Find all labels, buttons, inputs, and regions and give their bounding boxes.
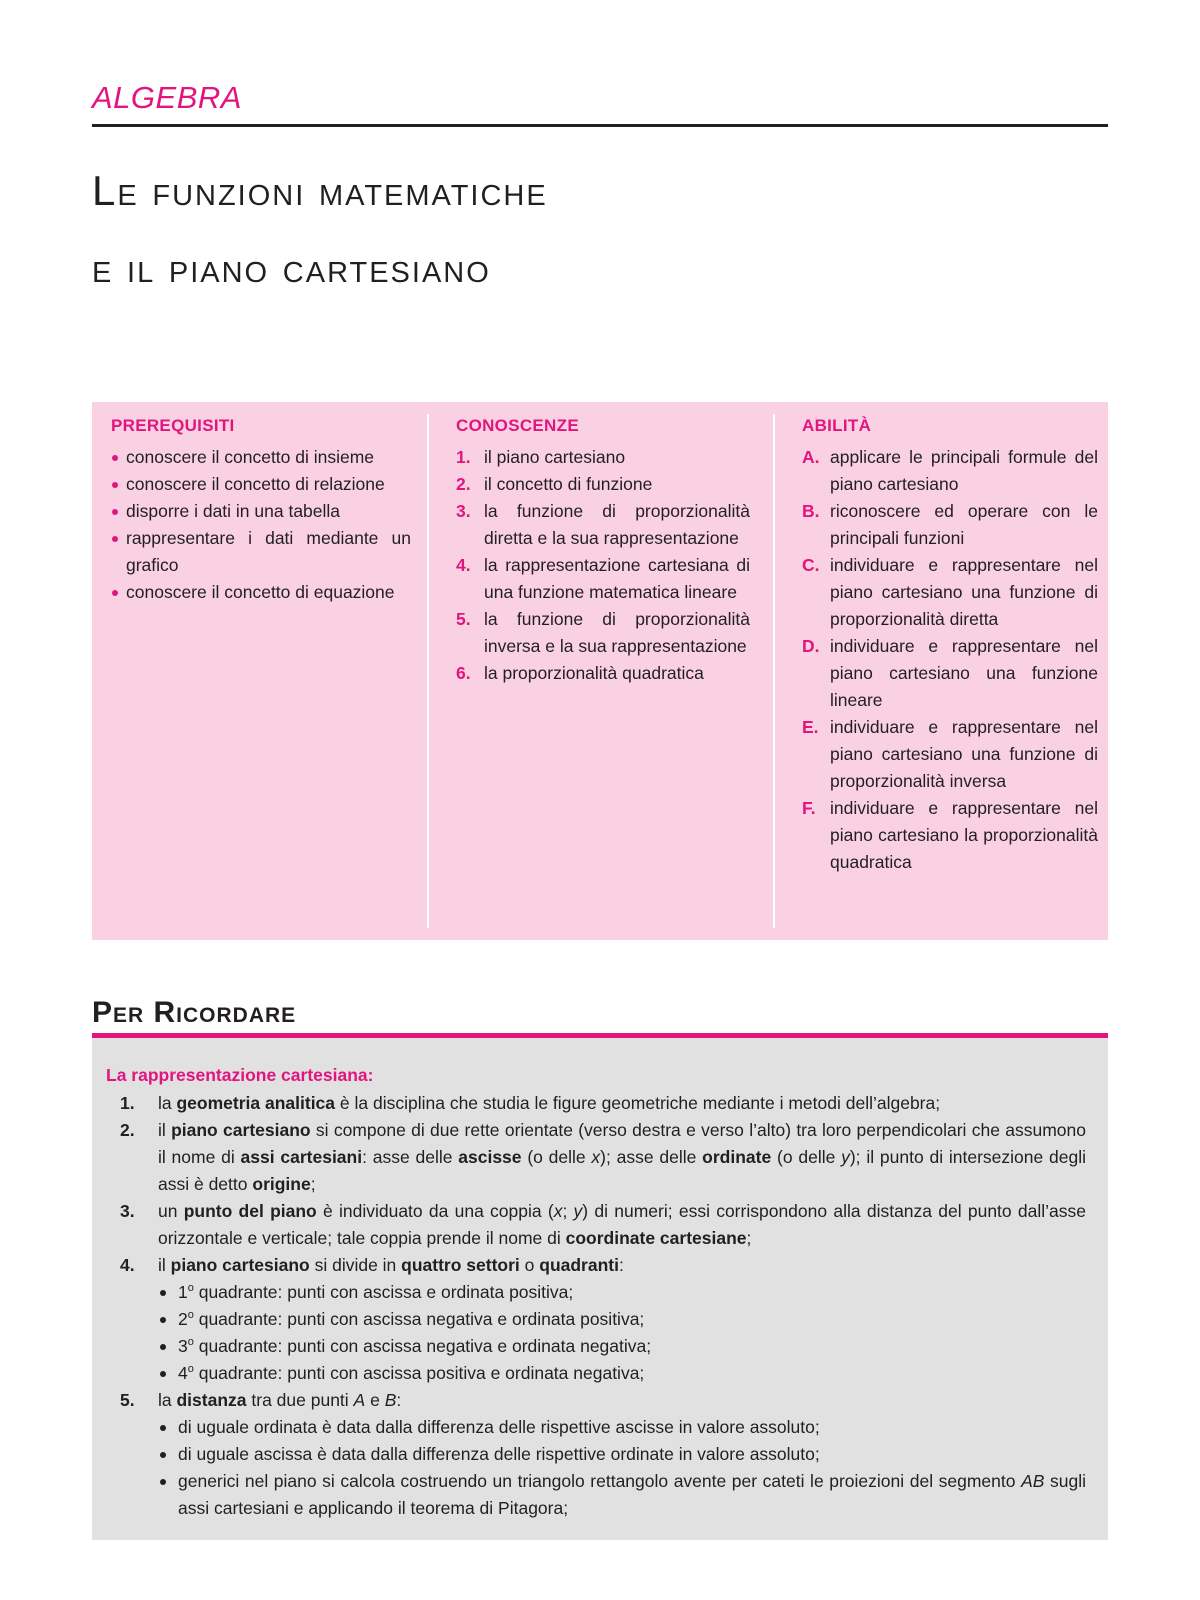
list-item <box>158 1468 1086 1522</box>
text-run: quadrante: punti con ascissa e ordinata positiva; <box>193 1282 574 1302</box>
item-text: individuare e rappresentare nel piano cartesiano una funzione di proporzionalità inversa <box>830 717 1098 791</box>
item-text: il piano cartesiano <box>484 447 626 467</box>
text-run: quadrante: punti con ascissa negativa e ordinata positiva; <box>193 1309 645 1329</box>
list-item <box>802 444 1098 498</box>
list-item <box>802 498 1098 552</box>
item-text: la proporzionalità quadratica <box>484 663 704 683</box>
list-item: di uguale ordinata è data dalla differenza delle rispettive ascisse in valore assoluto; <box>158 1414 1086 1441</box>
text-run: : <box>618 1255 624 1275</box>
list-item <box>456 498 750 552</box>
prerequisiti-heading: PREREQUISITI <box>111 416 235 435</box>
list-item <box>802 552 1098 633</box>
item-text: il concetto di funzione <box>484 474 653 494</box>
list-item <box>106 1117 1086 1198</box>
bold-term: quattro settori <box>401 1255 520 1275</box>
text-run: è la disciplina che studia le figure geometriche mediante i metodi dell’algebra; <box>335 1093 941 1113</box>
list-item <box>456 660 750 687</box>
text-run: quadrante: punti con ascissa positiva e ordinata negativa; <box>193 1363 645 1383</box>
abilita-list <box>802 444 1098 876</box>
bold-term: piano cartesiano <box>171 1120 311 1140</box>
list-item <box>106 1387 1086 1522</box>
list-item <box>158 1360 1086 1387</box>
quadranti-list <box>158 1279 1086 1387</box>
chapter-title-line-1: Le funzioni matematiche <box>92 167 548 214</box>
list-item: di uguale ascissa è data dalla differenza delle rispettive ordinate in valore assoluto; <box>158 1441 1086 1468</box>
text-run: e <box>365 1390 385 1410</box>
ordinal-mark: o <box>187 1363 194 1376</box>
bold-term: punto del piano <box>183 1201 317 1221</box>
text-run: tra due punti <box>246 1390 354 1410</box>
bold-term: ordinate <box>702 1147 772 1167</box>
text-run: ; <box>562 1201 574 1221</box>
text-run: la <box>158 1093 177 1113</box>
item-text: riconoscere ed operare con le principali funzioni <box>830 501 1098 548</box>
item-marker: F. <box>802 798 816 818</box>
item-marker: 1. <box>456 447 471 467</box>
text-run: si divide in <box>309 1255 402 1275</box>
quadrant-number: 4 <box>178 1363 188 1383</box>
list-item <box>456 552 750 606</box>
item-text: la funzione di proporzionalità diretta e la sua rappresentazione <box>484 501 750 548</box>
item-text: la rappresentazione cartesiana di una funzione matematica lineare <box>484 555 750 602</box>
text-run: ); il punto di intersezione degli assi è detto <box>158 1147 1087 1194</box>
bold-term: distanza <box>176 1390 247 1410</box>
bold-term: geometria analitica <box>176 1093 336 1113</box>
section-label: ALGEBRA <box>92 80 242 115</box>
item-text: la funzione di proporzionalità inversa e la sua rappresentazione <box>484 609 750 656</box>
item-marker: 6. <box>456 663 471 683</box>
text-run: ; <box>310 1174 316 1194</box>
list-item <box>802 714 1098 795</box>
quadrant-number: 2 <box>178 1309 188 1329</box>
item-text: individuare e rappresentare nel piano cartesiano una funzione lineare <box>830 636 1098 710</box>
math-var: y <box>841 1147 850 1167</box>
text-run: un <box>158 1201 184 1221</box>
ricordare-list <box>106 1090 1086 1522</box>
list-item <box>456 471 750 498</box>
text-run: ); asse delle <box>600 1147 703 1167</box>
conoscenze-column <box>456 412 750 687</box>
list-item <box>158 1279 1086 1306</box>
list-item: rappresentare i dati mediante un grafico <box>111 525 411 579</box>
text-run: : <box>396 1390 402 1410</box>
text-run: (o delle <box>521 1147 592 1167</box>
item-number: 5. <box>120 1390 135 1410</box>
distanza-list <box>158 1414 1086 1522</box>
text-run: il <box>158 1255 171 1275</box>
list-item <box>106 1252 1086 1387</box>
text-run: il <box>158 1120 172 1140</box>
bold-term: piano cartesiano <box>170 1255 310 1275</box>
text-run: quadrante: punti con ascissa negativa e ordinata negativa; <box>193 1336 652 1356</box>
text-run: è individuato da una coppia ( <box>316 1201 554 1221</box>
item-marker: C. <box>802 555 820 575</box>
text-run: ; <box>746 1228 752 1248</box>
list-item <box>158 1306 1086 1333</box>
math-var: B <box>384 1390 397 1410</box>
item-marker: 5. <box>456 609 471 629</box>
item-text: individuare e rappresentare nel piano cartesiano una funzione di proporzionalità diretta <box>830 555 1098 629</box>
item-marker: E. <box>802 717 819 737</box>
math-var: y <box>573 1201 583 1221</box>
column-divider <box>427 414 429 928</box>
list-item <box>456 606 750 660</box>
section-heading: Per Ricordare <box>92 996 297 1029</box>
chapter-title-line-2: e il piano cartesiano <box>92 244 491 291</box>
item-number: 2. <box>120 1120 135 1140</box>
text-run: : asse delle <box>362 1147 459 1167</box>
math-var: AB <box>1021 1471 1045 1491</box>
math-var: x <box>553 1201 563 1221</box>
ricordare-box <box>92 1038 1108 1540</box>
text-run: o <box>519 1255 540 1275</box>
text-run: generici nel piano si calcola costruendo un triangolo rettangolo avente per cateti le proiezioni del segmento <box>178 1471 1022 1491</box>
bold-term: coordinate cartesiane <box>565 1228 747 1248</box>
math-var: x <box>591 1147 601 1167</box>
item-text: individuare e rappresentare nel piano cartesiano la proporzionalità quadratica <box>830 798 1098 872</box>
list-item <box>802 795 1098 876</box>
bold-term: ascisse <box>458 1147 522 1167</box>
item-number: 4. <box>120 1255 135 1275</box>
quadrant-number: 3 <box>178 1336 188 1356</box>
text-run: (o delle <box>771 1147 842 1167</box>
column-divider <box>773 414 775 928</box>
text-run: ) di numeri; essi corrispondono alla distanza del punto dall’asse orizzontale e verticale; tale coppia prende il nome di <box>158 1201 1086 1248</box>
item-marker: A. <box>802 447 820 467</box>
ordinal-mark: o <box>187 1309 194 1322</box>
conoscenze-list <box>456 444 750 687</box>
prerequisiti-list <box>111 444 411 606</box>
item-marker: D. <box>802 636 820 656</box>
list-item: conoscere il concetto di relazione <box>111 471 411 498</box>
list-item <box>158 1333 1086 1360</box>
math-var: A <box>353 1390 366 1410</box>
item-marker: 3. <box>456 501 471 521</box>
item-marker: 4. <box>456 555 471 575</box>
abilita-heading: ABILITÀ <box>802 416 872 435</box>
item-marker: 2. <box>456 474 471 494</box>
text-run: la <box>158 1390 177 1410</box>
header-rule <box>92 124 1108 127</box>
list-item <box>106 1090 1086 1117</box>
abilita-column <box>802 412 1098 876</box>
objectives-box <box>92 402 1108 940</box>
prerequisiti-column <box>111 412 411 606</box>
list-item <box>106 1198 1086 1252</box>
bold-term: quadranti <box>539 1255 619 1275</box>
bold-term: origine <box>252 1174 311 1194</box>
item-text: applicare le principali formule del piano cartesiano <box>830 447 1098 494</box>
list-item: disporre i dati in una tabella <box>111 498 411 525</box>
bold-term: assi cartesiani <box>240 1147 363 1167</box>
conoscenze-heading: CONOSCENZE <box>456 416 579 435</box>
text-run: sugli assi cartesiani e applicando il teorema di Pitagora; <box>178 1471 1086 1518</box>
chapter-title <box>92 152 548 306</box>
list-item <box>802 633 1098 714</box>
list-item <box>456 444 750 471</box>
list-item: conoscere il concetto di equazione <box>111 579 411 606</box>
ordinal-mark: o <box>187 1282 194 1295</box>
item-number: 3. <box>120 1201 135 1221</box>
text-run: si compone di due rette orientate (verso destra e verso l’alto) tra loro perpendicolari che assumono il nome di <box>158 1120 1086 1167</box>
item-number: 1. <box>120 1093 135 1113</box>
list-item: conoscere il concetto di insieme <box>111 444 411 471</box>
quadrant-number: 1 <box>178 1282 188 1302</box>
item-marker: B. <box>802 501 820 521</box>
ordinal-mark: o <box>187 1336 194 1349</box>
ricordare-subheading: La rappresentazione cartesiana: <box>106 1065 374 1085</box>
